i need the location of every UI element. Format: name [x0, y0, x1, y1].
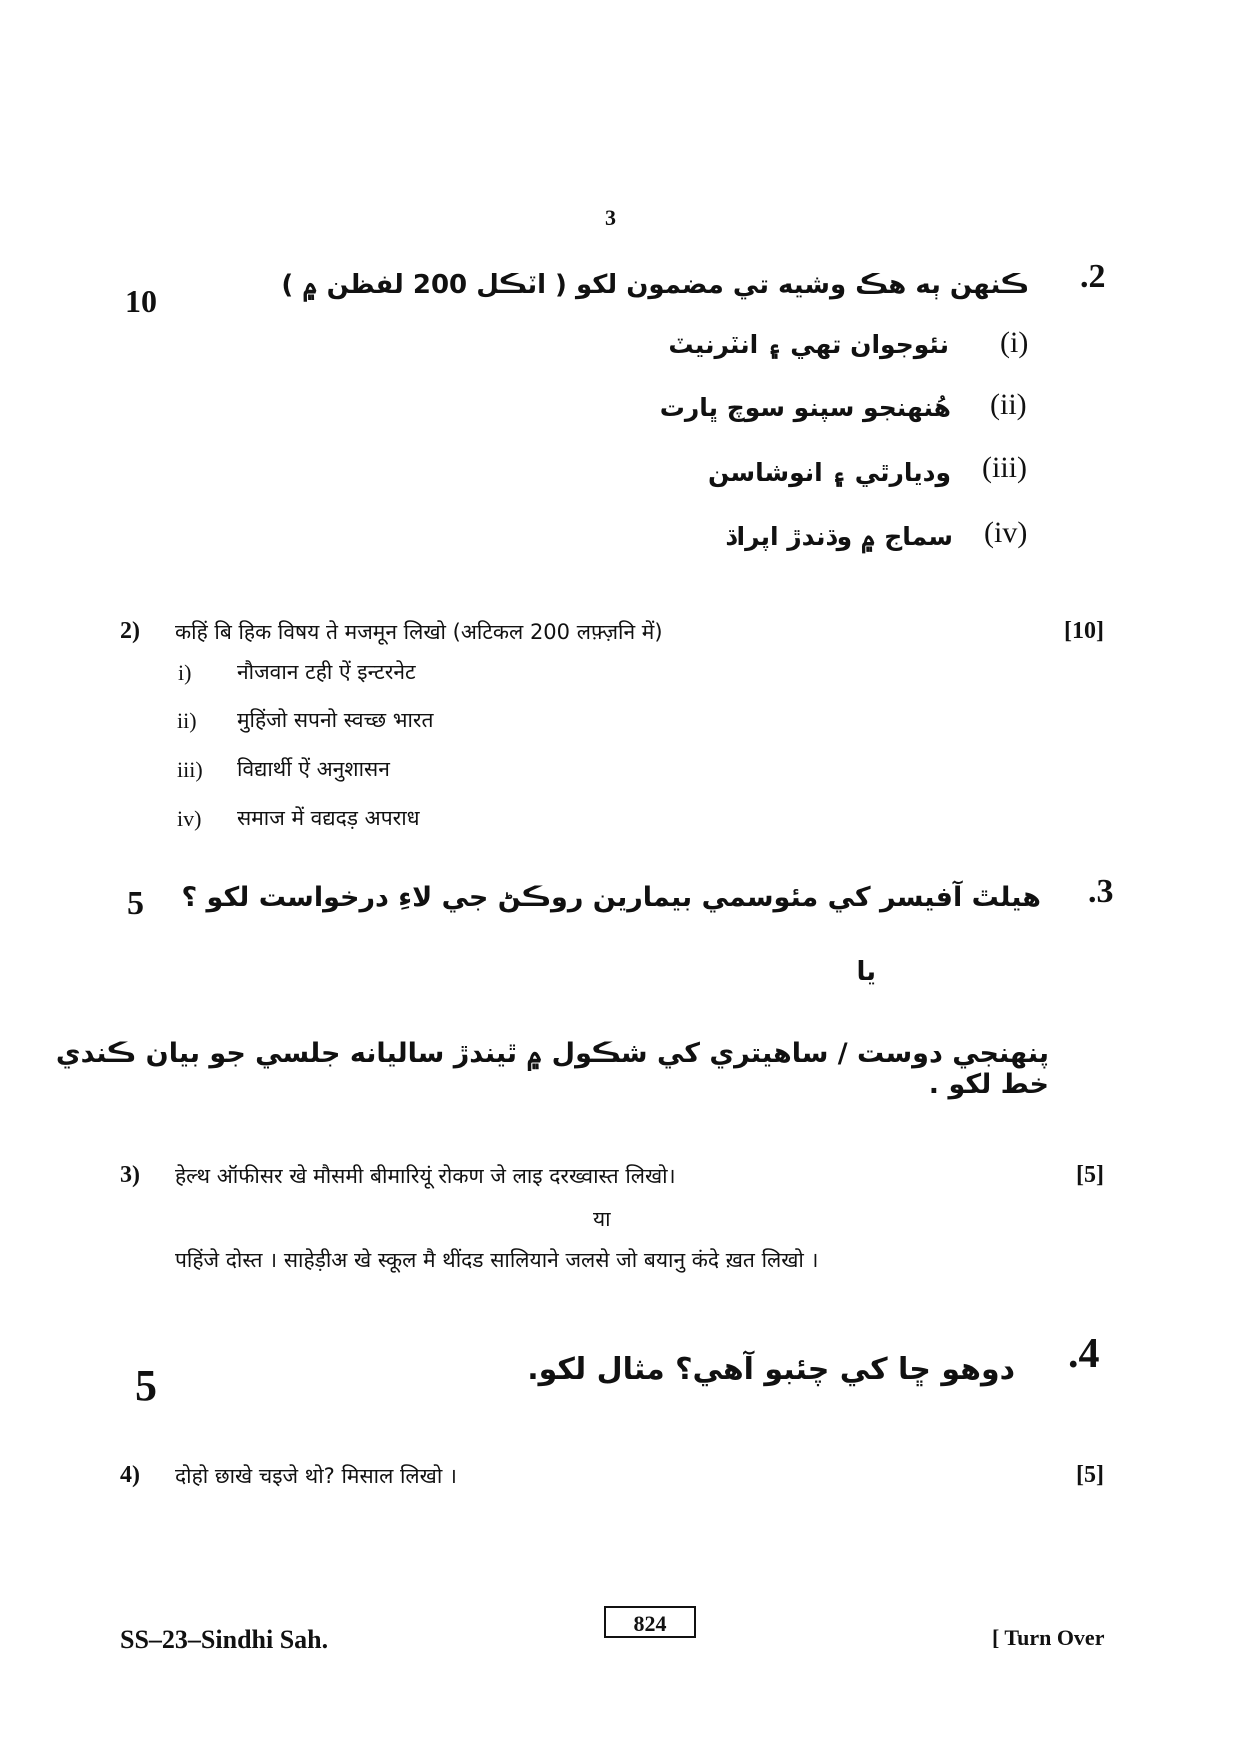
hindi-q2-marks: [10] [1064, 618, 1104, 644]
turn-over-label: [ Turn Over [992, 1625, 1105, 1650]
sindhi-q3-marks: 5 [127, 885, 144, 922]
hindi-q2-item-1: नौजवान टही ऐं इन्टरनेट [237, 660, 416, 684]
hindi-q3-alt-text: पहिंजे दोस्त । साहेड़ीअ खे स्कूल मै थींदड सालियाने जलसे जो बयानु कंदे ख़त लिखो । [175, 1248, 819, 1272]
hindi-q2-text: कहिं बि हिक विषय ते मजमून लिखो (अटिकल 200 लफ़्ज़नि में) [175, 620, 663, 644]
hindi-q4-number: 4) [120, 1462, 140, 1488]
page-number: 3 [605, 205, 616, 230]
sindhi-q2-roman-2: (ii) [990, 388, 1027, 421]
hindi-q2-item-3: विद्यार्थी ऐं अनुशासन [237, 757, 390, 781]
sindhi-q4-marks: 5 [135, 1361, 157, 1410]
sindhi-q2-roman-4: (iv) [984, 516, 1028, 549]
hindi-q3-text: हेल्थ ऑफीसर खे मौसमी बीमारियूं रोकण जे लाइ दरख्वास्त लिखो। [175, 1164, 676, 1188]
hindi-q2-roman-4: iv) [177, 806, 202, 831]
sindhi-q3-text: هيلٿ آفيسر کي مئوسمي بيمارين روڪڻ جي لاءِ درخواست لکو ؟ [181, 882, 1041, 913]
sindhi-q3-or: يا [856, 957, 876, 987]
sindhi-q4-text: دوهو ڇا کي چئبو آهي؟ مثال لکو. [527, 1352, 1015, 1387]
hindi-q3-or: या [593, 1207, 611, 1231]
hindi-q3-number: 3) [120, 1162, 140, 1188]
hindi-q2-roman-2: ii) [177, 708, 197, 733]
sindhi-q2-item-3: وديارٿي ۽ انوشاسن [708, 458, 951, 487]
paper-code: SS–23–Sindhi Sah. [120, 1625, 329, 1654]
sindhi-q3-number: .3 [1088, 873, 1114, 910]
hindi-q2-roman-3: iii) [177, 757, 203, 782]
hindi-q4-text: दोहो छाखे चइजे थो? मिसाल लिखो । [175, 1464, 457, 1488]
sindhi-q3-alt-text: پنهنجي دوست / ساهيتري کي شڪول ۾ ٿيندڙ ساليانه جلسي جو بيان ڪندي خط لکو . [55, 1038, 1049, 1100]
sindhi-q2-item-4: سماج ۾ وڌندڙ اپراڌ [725, 522, 953, 551]
sindhi-q4-number: .4 [1068, 1331, 1100, 1377]
sindhi-q2-item-2: هُنهنجو سپنو سوچ ڀارت [659, 393, 951, 422]
sindhi-q2-number: .2 [1080, 258, 1106, 295]
hindi-q2-number: 2) [120, 618, 140, 644]
hindi-q3-marks: [5] [1076, 1162, 1104, 1188]
sindhi-q2-marks: 10 [125, 283, 157, 319]
hindi-q2-roman-1: i) [178, 660, 192, 685]
hindi-q4-marks: [5] [1076, 1462, 1104, 1488]
hindi-q2-item-2: मुहिंजो सपनो स्वच्छ भारत [237, 708, 434, 732]
hindi-q2-item-4: समाज में वद्यदड़ अपराध [237, 806, 420, 830]
sindhi-q2-roman-3: (iii) [982, 451, 1027, 484]
page-code-box: 824 [604, 1606, 696, 1638]
sindhi-q2-item-1: نئوجوان تهي ۽ انٽرنيٽ [668, 330, 949, 359]
sindhi-q2-heading: ڪنهن ٻه هڪ وشيه تي مضمون لکو ( اٽڪل 200 لفظن ۾ ) [281, 270, 1029, 300]
sindhi-q2-roman-1: (i) [1000, 326, 1029, 359]
